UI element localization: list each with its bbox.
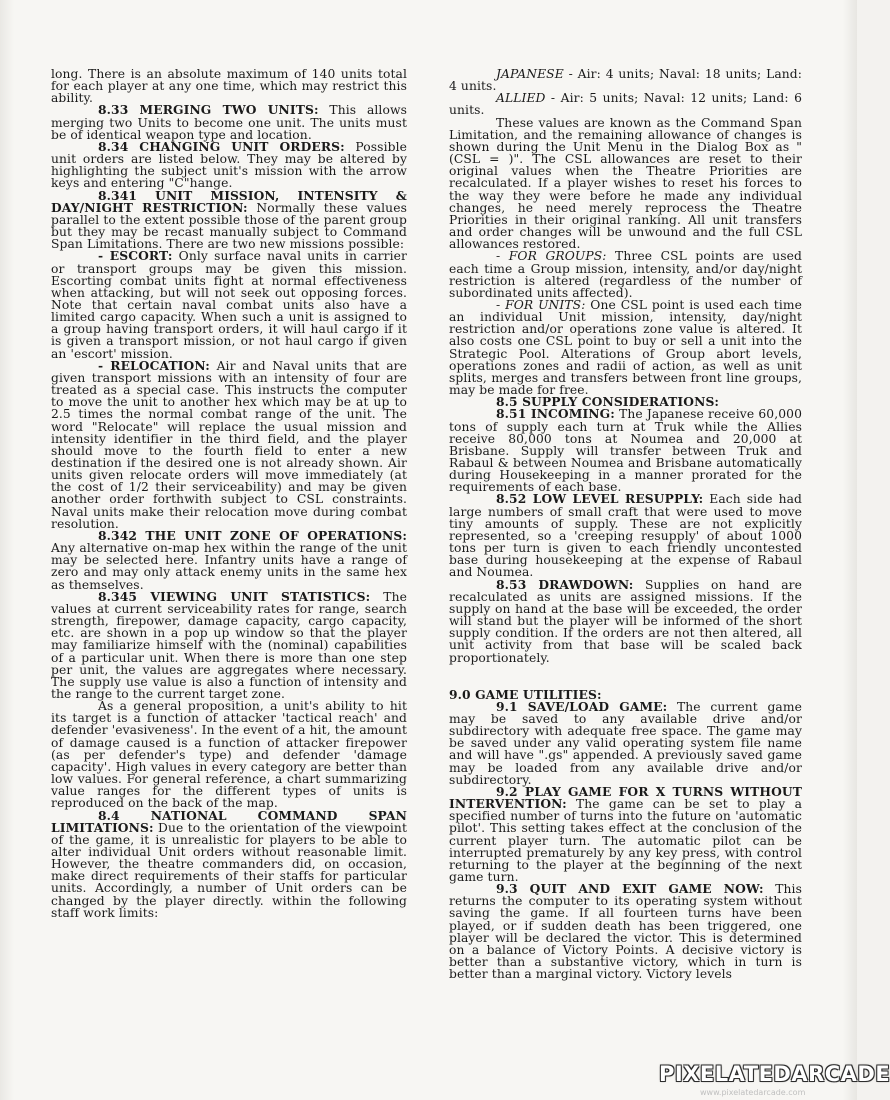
section-9-2: 9.2 PLAY GAME FOR X TURNS WITHOUT INTERVENTION: The game can be set to play a specified number of turns into the future on 'automatic pilot'. This setting takes effect at the conclusion of the current player turn. The automatic pilot can be interrupted prematurely by any key press, with control returning to the player at the beginning of the next game turn. bbox=[449, 783, 802, 884]
label-allied: ALLIED bbox=[496, 91, 546, 106]
heading-9-1: 9.1 SAVE/LOAD GAME: bbox=[496, 698, 668, 714]
section-8-33: 8.33 MERGING TWO UNITS: This allows merging two Units to become one unit. The units must be of identical weapon type and location. bbox=[51, 102, 407, 142]
heading-8-5: 8.5 SUPPLY CONSIDERATIONS: bbox=[496, 394, 720, 410]
section-8-342: 8.342 THE UNIT ZONE OF OPERATIONS: Any alternative on-map hex within the range of the unit may be selected here. Infantry units have a range of zero and may only attack enemy units in the same hex as themselves. bbox=[51, 527, 407, 592]
section-9-3: 9.3 QUIT AND EXIT GAME NOW: This returns the computer to its operating system without saving the game. If all fourteen turns have been played, or if sudden death has been triggered, one player will be declared the victor. This is determined on a balance of Victory Points. A decisive victory is better than a substantive victory, which in turn is better than a marginal victory. Victory levels bbox=[449, 881, 803, 982]
heading-9-2: 9.2 PLAY GAME FOR X TURNS WITHOUT INTERVENTION: bbox=[449, 783, 802, 812]
left-column bbox=[51, 68, 407, 919]
csl-for-units: - FOR UNITS: One CSL point is used each time an individual Unit mission, intensity, day/night restriction and/or operations zone value is altered. It also costs one CSL point to buy or sell a unit into the Strategic Pool. Alterations of Group abort levels, operations zones and radii of action, as well as unit splits, merges and transfers between front line groups, may be made for free. bbox=[449, 297, 802, 398]
section-8-34: 8.34 CHANGING UNIT ORDERS: Possible unit orders are listed below. They may be altered by highlighting the subject unit's mission with the arrow keys and entering "C"hange. bbox=[51, 138, 407, 191]
heading-9-0: 9.0 GAME UTILITIES: bbox=[449, 686, 602, 702]
heading-8-51: 8.51 INCOMING: bbox=[496, 406, 615, 422]
section-8-51: 8.51 INCOMING: The Japanese receive 60,000 tons of supply each turn at Truk while the Allies receive 80,000 tons at Noumea and 20,000 at Brisbane. Supply will transfer between Truk and Rabaul & between Noumea and Brisbane automatically during Housekeeping in a manner prorated for the requirements of each base. bbox=[449, 406, 802, 495]
right-column bbox=[449, 68, 802, 980]
heading-8-52: 8.52 LOW LEVEL RESUPPLY: bbox=[496, 491, 704, 507]
csl-allied: ALLIED - Air: 5 units; Naval: 12 units; Land: 6 units. bbox=[449, 91, 802, 118]
section-spacer bbox=[449, 664, 802, 689]
mission-relocation: - RELOCATION: Air and Naval units that are given transport missions with an intensity of four are treated as a special case. This instructs the computer to move the unit to another hex which may be at up to 2.5 times the normal combat range of the unit. The word "Relocate" will replace the usual mission and intensity identifier in the third field, and the player should move to the fourth field to enter a new destination if the desired one is not already shown. Air units given relocate orders will move immediately (at the cost of 1/2 their serviceability) and may be given another order forthwith subject to CSL constraints. Naval units make their relocation move during combat resolution. bbox=[51, 357, 407, 531]
heading-8-4: 8.4 NATIONAL COMMAND SPAN LIMITATIONS: bbox=[51, 807, 407, 835]
section-9-1: 9.1 SAVE/LOAD GAME: The current game may be saved to any available drive and/or subdirectory with adequate free space. The game may be saved under any valid operating system file name and will have ".gs" appended. A previously saved game may be loaded from any available drive and/or subdirectory. bbox=[449, 698, 802, 787]
section-8-52: 8.52 LOW LEVEL RESUPPLY: Each side had large numbers of small craft that were used to move tiny amounts of supply. These are not explicitly represented, so a 'creeping resupply' of about 1000 tons per turn is given to each friendly uncontested base during housekeeping at the expense of Rabaul and Noumea. bbox=[449, 491, 802, 580]
watermark-title: PIXELATEDARCADE bbox=[659, 1062, 890, 1086]
watermark-url: www.pixelatedarcade.com bbox=[700, 1088, 806, 1097]
csl-for-groups: - FOR GROUPS: Three CSL points are used each time a Group mission, intensity, and/or day/night restriction is altered (regardless of the number of subordinated units affected). bbox=[449, 249, 802, 300]
heading-relocation: - RELOCATION: bbox=[98, 357, 210, 373]
heading-8-342: 8.342 THE UNIT ZONE OF OPERATIONS: bbox=[98, 527, 407, 543]
mission-escort: - ESCORT: Only surface naval units in carrier or transport groups may be given this mission. Escorting combat units fight at normal effectiveness when attacking, but will not seek out opposing forces. Note that certain naval combat units also have a limited cargo capacity. When such a unit is assigned to a group having transport orders, it will haul cargo if it is given a transport mission, or not haul cargo if given an 'escort' mission. bbox=[51, 248, 407, 361]
label-for-groups: - FOR GROUPS: bbox=[496, 249, 607, 264]
heading-8-341: 8.341 UNIT MISSION, INTENSITY & DAY/NIGHT RESTRICTION: bbox=[51, 187, 407, 215]
label-japanese: JAPANESE bbox=[496, 67, 564, 81]
csl-japanese: JAPANESE - Air: 4 units; Naval: 18 units; Land: 4 units. bbox=[449, 67, 802, 94]
heading-9-3: 9.3 QUIT AND EXIT GAME NOW: bbox=[496, 881, 764, 897]
section-8-53: 8.53 DRAWDOWN: Supplies on hand are recalculated as units are assigned missions. If the supply on hand at the base will be exceeded, the order will stand but the player will be informed of the short supply condition. If the orders are not then altered, all unit activity from that base will be scaled back proportionately. bbox=[449, 576, 802, 665]
heading-escort: - ESCORT: bbox=[98, 248, 173, 264]
heading-8-53: 8.53 DRAWDOWN: bbox=[496, 576, 634, 592]
paragraph-csl: These values are known as the Command Span Limitation, and the remaining allowance of changes is shown during the Unit Menu in the Dialog Box as "(CSL = )". The CSL allowances are reset to their original values when the Theatre Priorities are recalculated. If a player wishes to reset his forces to the way they were before he made any individual changes, he need merely reprocess the Theatre Priorities in their original ranking. All unit transfers and order changes will be unwound and the full CSL allowances restored. bbox=[449, 115, 802, 252]
section-8-4: 8.4 NATIONAL COMMAND SPAN LIMITATIONS: Due to the orientation of the viewpoint of the game, it is unrealistic for players to be able to alter individual Unit orders without reasonable limit. However, the theatre commanders did, on occasion, make direct requirements of their staffs for particular units. Accordingly, a number of Unit orders can be changed by the player directly. within the following staff work limits: bbox=[51, 807, 407, 920]
paragraph-unit-limit: long. There is an absolute maximum of 140 units total for each player at any one time, which may restrict this ability. bbox=[51, 67, 407, 106]
paragraph-general-proposition: As a general proposition, a unit's ability to hit its target is a function of attacker 'tactical reach' and defender 'evasiveness'. In the event of a hit, the amount of damage caused is a function of attacker firepower (as per defender's type) and defender 'damage capacity'. High values in every category are better than low values. For general reference, a chart summarizing value ranges for the different types of units is reproduced on the back of the map. bbox=[51, 699, 407, 811]
section-8-345: 8.345 VIEWING UNIT STATISTICS: The values at current serviceability rates for range, search strength, firepower, damage capacity, cargo capacity, etc. are shown in a pop up window so that the player may familiarize himself with the (nominal) capabilities of a particular unit. When there is more than one step per unit, the values are aggregates where necessary. The supply use value is also a function of intensity and the range to the current target zone. bbox=[51, 588, 407, 701]
heading-8-33: 8.33 MERGING TWO UNITS: bbox=[98, 102, 319, 118]
label-for-units: - FOR UNITS: bbox=[496, 297, 586, 312]
heading-8-345: 8.345 VIEWING UNIT STATISTICS: bbox=[98, 588, 371, 604]
heading-8-34: 8.34 CHANGING UNIT ORDERS: bbox=[98, 138, 345, 154]
section-8-341: 8.341 UNIT MISSION, INTENSITY & DAY/NIGHT RESTRICTION: Normally these values parallel to the extent possible those of the parent group but they may be recast manually subject to Command Span Limitations. There are two new missions possible: bbox=[51, 187, 407, 252]
